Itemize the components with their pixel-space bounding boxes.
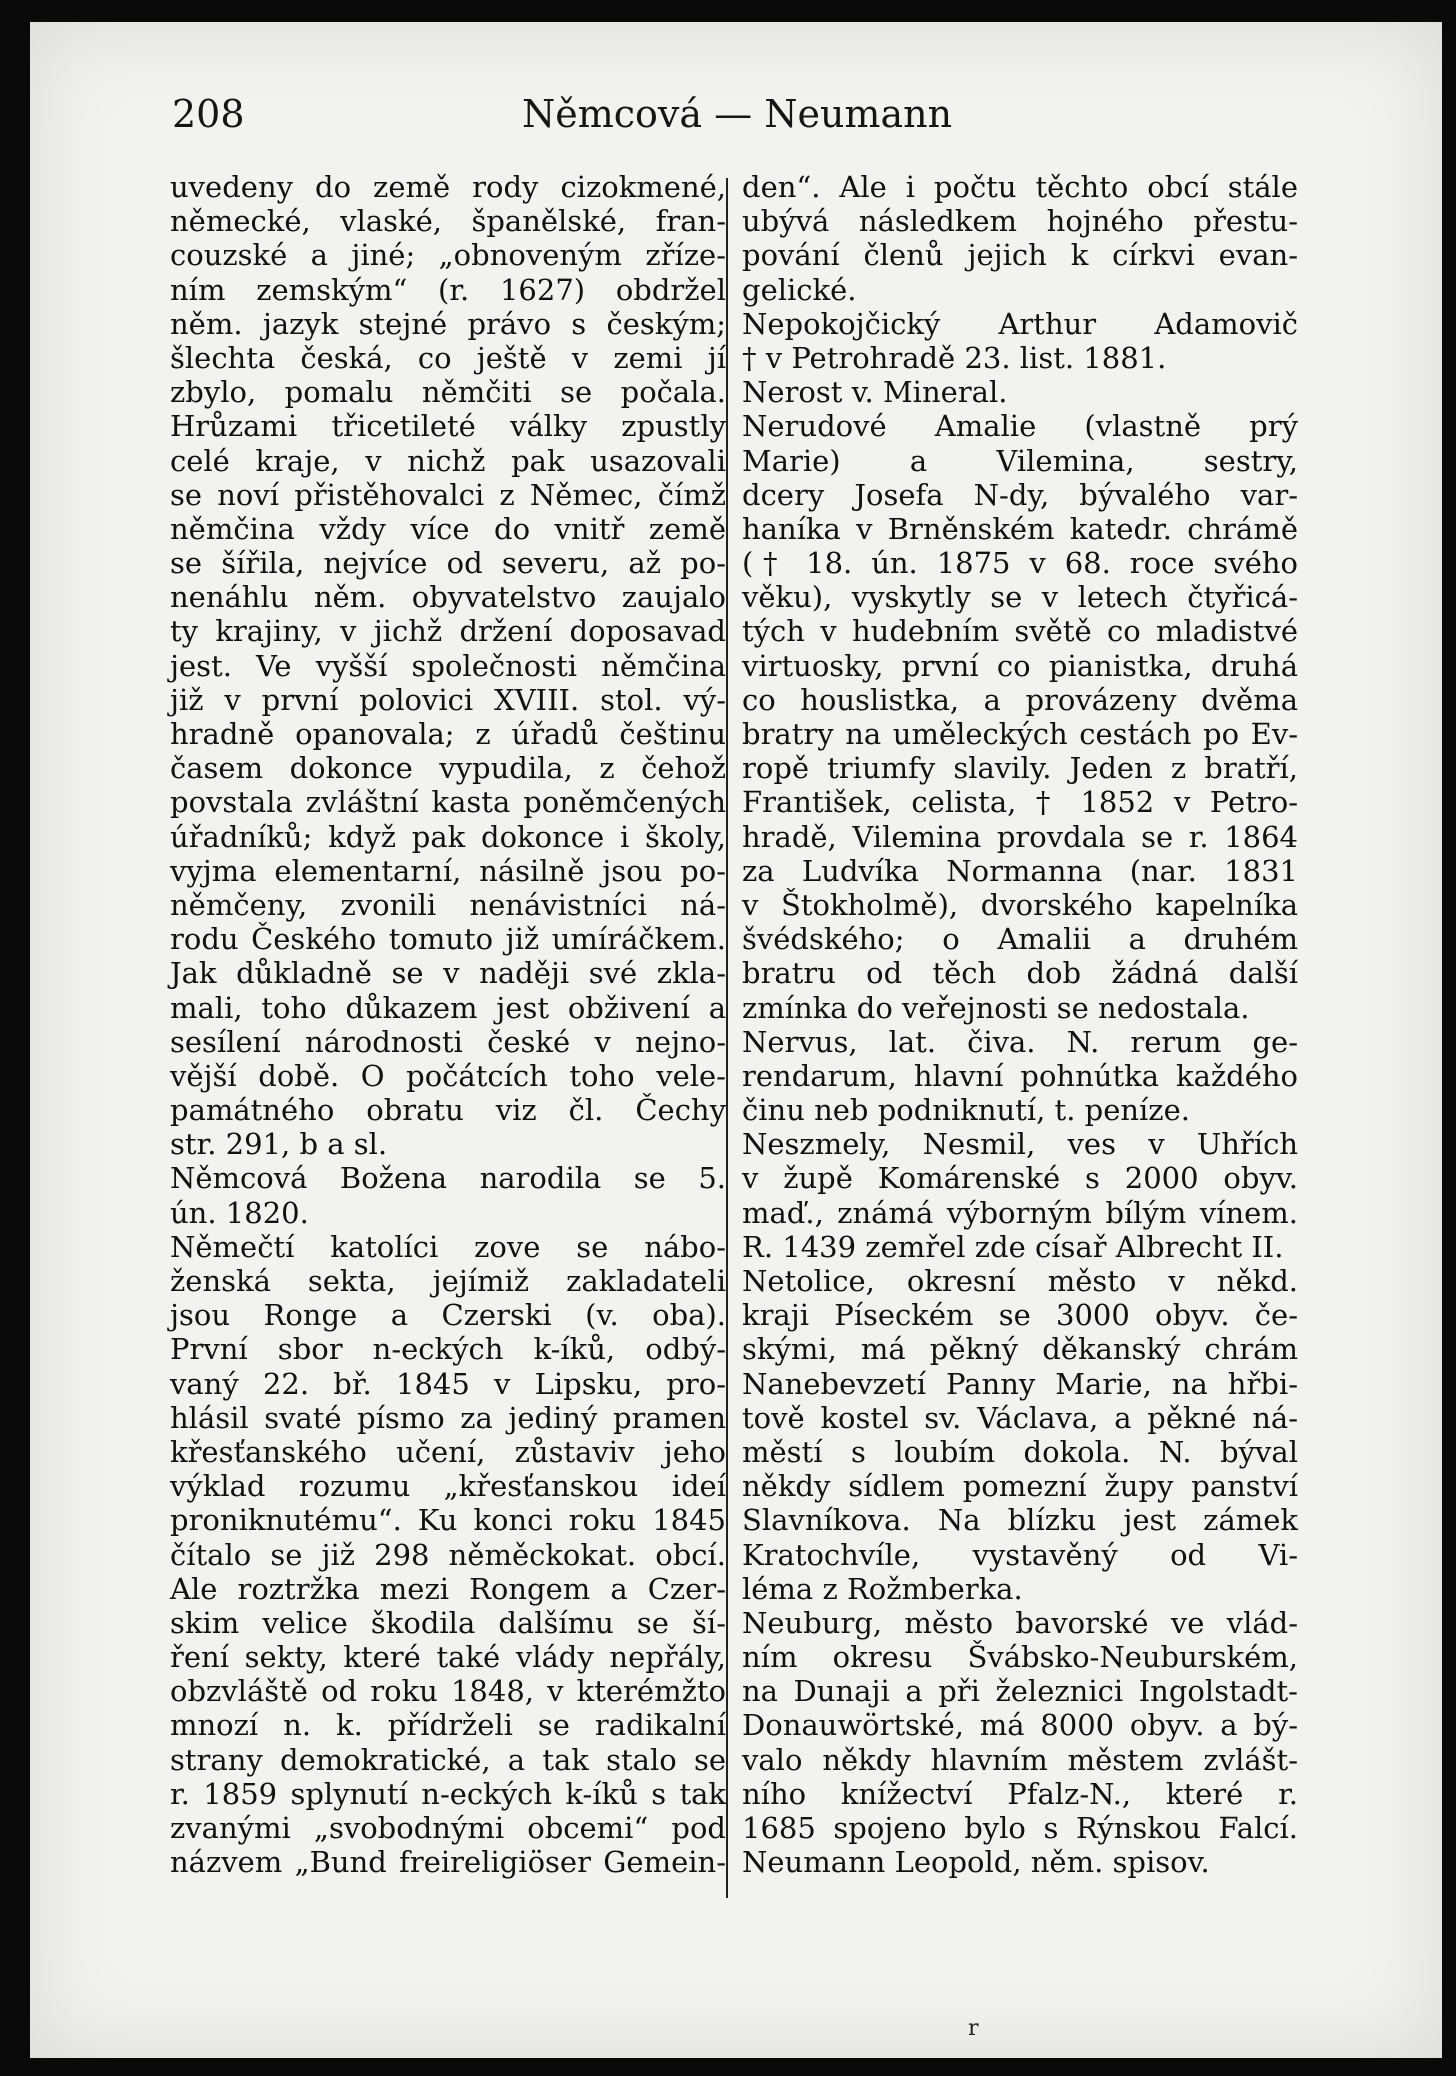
text-line: Kratochvíle, vystavěný od Vi- xyxy=(742,1537,1298,1572)
text-line: činu neb podniknutí, t. peníze. xyxy=(742,1093,1190,1128)
text-line: vyjma elementarní, násilně jsou po- xyxy=(170,853,726,888)
column-divider xyxy=(726,178,728,1898)
text-line: křesťanského učení, zůstaviv jeho xyxy=(170,1434,726,1469)
right-column xyxy=(742,170,1298,1879)
text-line: tých v hudebním světě co mladistvé xyxy=(742,614,1298,649)
text-line: již v první polovici XVIII. stol. vý- xyxy=(170,682,726,717)
text-line: ty krajiny, v jichž držení doposavad xyxy=(170,614,726,649)
text-line: se šířila, nejvíce od severu, až po- xyxy=(170,546,726,581)
text-line: strany demokratické, a tak stalo se xyxy=(170,1742,726,1777)
text-line: ubývá následkem hojného přestu- xyxy=(742,204,1298,239)
entry-nemecti-katolici: Němečtí katolíci zove se nábo- xyxy=(170,1229,726,1264)
text-line: zbylo, pomalu němčiti se počala. xyxy=(170,375,726,410)
text-line: úřadníků; když pak dokonce i školy, xyxy=(170,819,726,854)
text-line: něm. jazyk stejné právo s českým; xyxy=(170,306,726,341)
text-line: pování členů jejich k církvi evan- xyxy=(742,238,1298,273)
text-line: německé, vlaské, španělské, fran- xyxy=(170,204,726,239)
text-line: († 18. ún. 1875 v 68. roce svého xyxy=(742,546,1298,581)
text-line: rendarum, hlavní pohnútka každého xyxy=(742,1058,1298,1093)
entry-neuburg: Neuburg, město bavorské ve vlád- xyxy=(742,1605,1298,1640)
text-line: bratry na uměleckých cestách po Ev- xyxy=(742,717,1298,751)
text-line: jsou Ronge a Czerski (v. oba). xyxy=(170,1298,726,1333)
text-line: hlásil svaté písmo za jediný pramen xyxy=(170,1400,726,1435)
text-line: němčeny, zvonili nenávistníci ná- xyxy=(170,887,726,922)
text-line: celé kraje, v nichž pak usazovali xyxy=(170,443,726,478)
page-number: 208 xyxy=(172,92,245,136)
text-line: vější době. O počátcích toho vele- xyxy=(170,1058,726,1093)
left-column xyxy=(170,170,726,1879)
text-line: r. 1859 splynutí n-eckých k-íků s tak xyxy=(170,1776,726,1811)
text-line: hradě, Vilemina provdala se r. 1864 xyxy=(742,819,1298,854)
text-line: někdy sídlem pomezní župy panství xyxy=(742,1469,1298,1504)
text-line: Hrůzami třicetileté války zpustly xyxy=(170,409,726,444)
text-line: rodu Českého tomuto již umíráčkem. xyxy=(170,922,726,957)
text-line: 1685 spojeno bylo s Rýnskou Falcí. xyxy=(742,1811,1298,1845)
text-line: zmínka do veřejnosti se nedostala. xyxy=(742,990,1250,1025)
page-header xyxy=(172,92,1292,148)
text-line: Ale roztržka mezi Rongem a Czer- xyxy=(170,1571,726,1606)
text-line: virtuosky, první co pianistka, druhá xyxy=(742,648,1298,683)
text-line: haníka v Brněnském katedr. chrámě xyxy=(742,511,1298,546)
text-line: ním okresu Švábsko-Neuburském, xyxy=(742,1640,1298,1675)
text-line: Donauwörtské, má 8000 obyv. a bý- xyxy=(742,1708,1298,1743)
text-line: za Ludvíka Normanna (nar. 1831 xyxy=(742,853,1298,888)
text-line: maď., známá výborným bílým vínem. xyxy=(742,1195,1298,1230)
running-head: Němcová — Neumann xyxy=(522,92,953,136)
text-line: památného obratu viz čl. Čechy xyxy=(170,1093,726,1128)
text-line: co houslistka, a provázeny dvěma xyxy=(742,682,1298,717)
text-line: léma z Rožmberka. xyxy=(742,1571,1023,1606)
text-line: bratru od těch dob žádná další xyxy=(742,956,1298,991)
text-line: skými, má pěkný děkanský chrám xyxy=(742,1332,1298,1367)
text-line: Nanebevzetí Panny Marie, na hřbi- xyxy=(742,1366,1298,1401)
text-line: František, celista, † 1852 v Petro- xyxy=(742,785,1298,820)
text-line: nenáhlu něm. obyvatelstvo zaujalo xyxy=(170,580,726,615)
text-line: ním zemským“ (r. 1627) obdržel xyxy=(170,272,726,307)
text-line: hradně opanovala; z úřadů češtinu xyxy=(170,717,726,751)
entry-nerudove: Nerudové Amalie (vlastně prý xyxy=(742,409,1298,444)
text-line: švédského; o Amalii a druhém xyxy=(742,922,1298,957)
text-line: vaný 22. bř. 1845 v Lipsku, pro- xyxy=(170,1366,726,1401)
text-line: Jak důkladně se v naději své zkla- xyxy=(170,956,726,991)
text-line: mnozí n. k. přídrželi se radikalní xyxy=(170,1708,726,1743)
text-line: valo někdy hlavním městem zvlášt- xyxy=(742,1742,1298,1777)
text-line: kraji Píseckém se 3000 obyv. če- xyxy=(742,1298,1298,1333)
text-line: v Štokholmě), dvorského kapelníka xyxy=(742,887,1298,922)
text-line: sesílení národnosti české v nejno- xyxy=(170,1024,726,1059)
text-line: ún. 1820. xyxy=(170,1195,309,1230)
text-line: mali, toho důkazem jest obživení a xyxy=(170,990,726,1025)
text-line: se noví přistěhovalci z Němec, čímž xyxy=(170,477,726,512)
text-line: na Dunaji a při železnici Ingolstadt- xyxy=(742,1674,1298,1709)
text-line: ropě triumfy slavily. Jeden z bratří, xyxy=(742,751,1298,786)
text-line: městí s loubím dokola. N. býval xyxy=(742,1434,1298,1469)
entry-nemcova: Němcová Božena narodila se 5. xyxy=(170,1161,726,1196)
text-line: ního knížectví Pfalz-N., které r. xyxy=(742,1776,1298,1811)
text-line: v župě Komárenské s 2000 obyv. xyxy=(742,1161,1298,1196)
text-line: názvem „Bund freireligiöser Gemein- xyxy=(170,1845,726,1880)
entry-nervus: Nervus, lat. čiva. N. rerum ge- xyxy=(742,1024,1298,1059)
text-line: Marie) a Vilemina, sestry, xyxy=(742,443,1298,478)
text-line: časem dokonce vypudila, z čehož xyxy=(170,751,726,786)
text-line: str. 291, b a sl. xyxy=(170,1127,388,1162)
text-line: couzské a jiné; „obnoveným zříze- xyxy=(170,238,726,273)
text-line: věku), vyskytly se v letech čtyřicá- xyxy=(742,580,1298,615)
text-line: Slavníkova. Na blízku jest zámek xyxy=(742,1503,1298,1538)
text-line: čítalo se již 298 něměckokat. obcí. xyxy=(170,1537,726,1572)
text-line: němčina vždy více do vnitř země xyxy=(170,511,726,546)
text-line: zvanými „svobodnými obcemi“ pod xyxy=(170,1811,726,1845)
text-line: obzvláště od roku 1848, v kterémžto xyxy=(170,1674,726,1709)
text-line: výklad rozumu „křesťanskou ideí xyxy=(170,1469,726,1504)
entry-neszmely: Neszmely, Nesmil, ves v Uhřích xyxy=(742,1127,1298,1162)
entry-neumann: Neumann Leopold, něm. spisov. xyxy=(742,1845,1210,1880)
text-line: První sbor n-eckých k-íků, odbý- xyxy=(170,1332,726,1367)
text-line: ření sekty, které také vlády nepřály, xyxy=(170,1640,726,1675)
text-line: proniknutému“. Ku konci roku 1845 xyxy=(170,1503,726,1538)
entry-nepokojcicky: Nepokojčický Arthur Adamovič xyxy=(742,306,1298,341)
text-line: gelické. xyxy=(742,272,857,307)
text-line: ženská sekta, jejímiž zakladateli xyxy=(170,1264,726,1298)
text-line: dcery Josefa N-dy, bývalého var- xyxy=(742,477,1298,512)
text-line: † v Petrohradě 23. list. 1881. xyxy=(742,340,1167,375)
entry-netolice: Netolice, okresní město v někd. xyxy=(742,1264,1298,1298)
text-line: jest. Ve vyšší společnosti němčina xyxy=(170,648,726,683)
text-line: tově kostel sv. Václava, a pěkné ná- xyxy=(742,1400,1298,1435)
entry-nerost: Nerost v. Mineral. xyxy=(742,375,1008,410)
text-line: R. 1439 zemřel zde císař Albrecht II. xyxy=(742,1229,1284,1264)
text-line: povstala zvláštní kasta poněmčených xyxy=(170,785,726,820)
text-line: šlechta česká, co ještě v zemi jí xyxy=(170,340,726,375)
text-line: uvedeny do země rody cizokmené, xyxy=(170,170,726,204)
text-line: den“. Ale i počtu těchto obcí stále xyxy=(742,170,1298,204)
text-line: skim velice škodila dalšímu se ší- xyxy=(170,1605,726,1640)
footer-mark: r xyxy=(968,2016,979,2041)
